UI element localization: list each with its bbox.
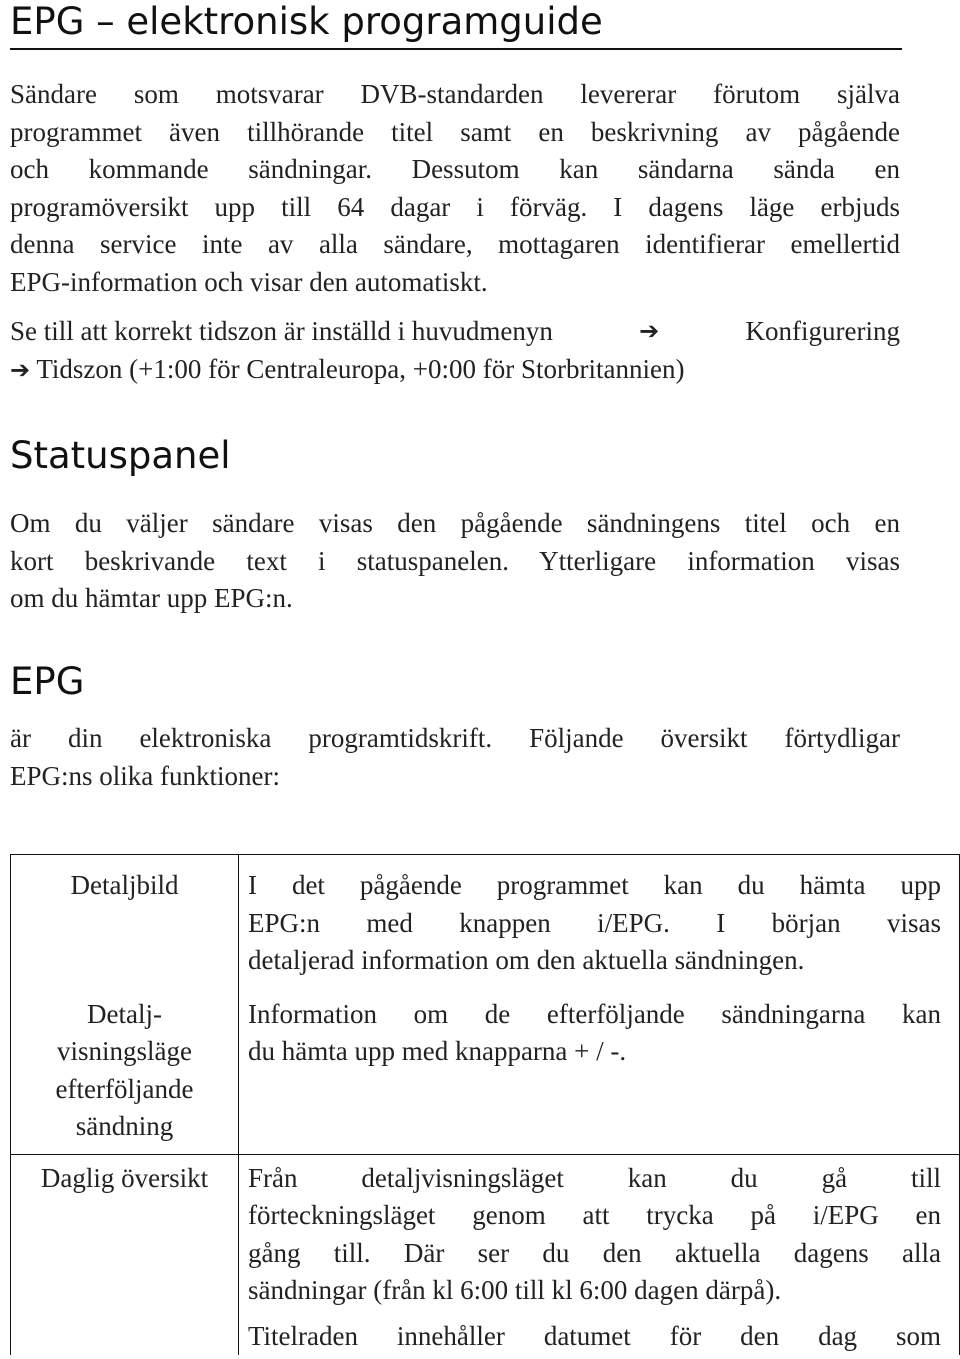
row-label: visningsläge — [57, 1036, 192, 1066]
table-desc-cell — [239, 1154, 960, 1355]
statuspanel-line: Om du väljer sändare visas den pågående sändningens titel och en — [10, 508, 900, 538]
table-row — [11, 855, 960, 980]
row-label: efterföljande — [55, 1073, 194, 1104]
arrow-icon: ➔ — [639, 317, 660, 345]
row-desc-line: Information om de efterföljande sändningarna kan — [248, 998, 941, 1029]
table-row — [11, 980, 960, 1155]
table-label-cell — [11, 1154, 239, 1355]
epg-heading: EPG — [10, 660, 85, 703]
row-desc-line: förteckningsläget genom att trycka på i/EPG en — [248, 1200, 941, 1230]
timezone-line — [10, 351, 900, 389]
intro-line: EPG-information och visar den automatiskt. — [10, 266, 488, 297]
page-title: EPG – elektronisk programguide — [10, 0, 902, 50]
table-desc-cell — [239, 980, 960, 1155]
table-row — [11, 1154, 960, 1355]
table-desc-cell — [239, 855, 960, 980]
row-desc-line: Från detaljvisningsläget kan du gå till — [248, 1162, 941, 1193]
row-label: Detaljbild — [70, 870, 179, 900]
epg-paragraph — [10, 720, 900, 795]
intro-paragraph — [10, 76, 900, 301]
row-desc-line: detaljerad information om den aktuella sändningen. — [248, 945, 805, 975]
epg-functions-table — [10, 854, 960, 1355]
timezone-paragraph — [10, 313, 900, 388]
row-label: sändning — [75, 1111, 174, 1141]
table-label-cell — [11, 855, 239, 980]
statuspanel-line: om du hämtar upp EPG:n. — [10, 583, 293, 613]
menu-path-configuration: Konfigurering — [745, 316, 900, 346]
statuspanel-heading: Statuspanel — [10, 434, 231, 477]
statuspanel-paragraph — [10, 505, 900, 618]
timezone-line — [10, 313, 900, 351]
intro-line: Sändare som motsvarar DVB-standarden levererar förutom själva — [10, 79, 900, 109]
row-desc-line: EPG:n med knappen i/EPG. I början visas — [248, 907, 941, 938]
intro-line: och kommande sändningar. Dessutom kan sändarna sända en — [10, 154, 900, 184]
epg-line: är din elektroniska programtidskrift. Följande översikt förtydligar — [10, 723, 900, 753]
row-desc-line: I det pågående programmet kan du hämta upp — [248, 870, 941, 900]
row-desc-line: gång till. Där ser du den aktuella dagens alla — [248, 1237, 941, 1268]
row-desc-line: Titelraden innehåller datumet för den dag som — [248, 1320, 941, 1351]
timezone-text: Tidszon (+1:00 för Centraleuropa, +0:00 för Storbritannien) — [36, 353, 685, 384]
epg-line: EPG:ns olika funktioner: — [10, 760, 280, 791]
statuspanel-line: kort beskrivande text i statuspanelen. Ytterligare information visas — [10, 545, 900, 576]
intro-line: denna service inte av alla sändare, mottagaren identifierar emellertid — [10, 229, 900, 259]
row-label: Daglig översikt — [40, 1162, 209, 1193]
row-label: Detalj- — [87, 998, 162, 1029]
row-desc-line: du hämta upp med knapparna + / -. — [248, 1036, 627, 1066]
row-desc-line: sändningar (från kl 6:00 till kl 6:00 dagen därpå). — [248, 1275, 782, 1305]
arrow-icon: ➔ — [10, 355, 31, 384]
intro-line: programmet även tillhörande titel samt en beskrivning av pågående — [10, 116, 900, 147]
intro-line: programöversikt upp till 64 dagar i förväg. I dagens läge erbjuds — [10, 191, 900, 222]
timezone-text: Se till att korrekt tidszon är inställd i huvudmenyn — [10, 316, 553, 346]
table-label-cell — [11, 980, 239, 1155]
